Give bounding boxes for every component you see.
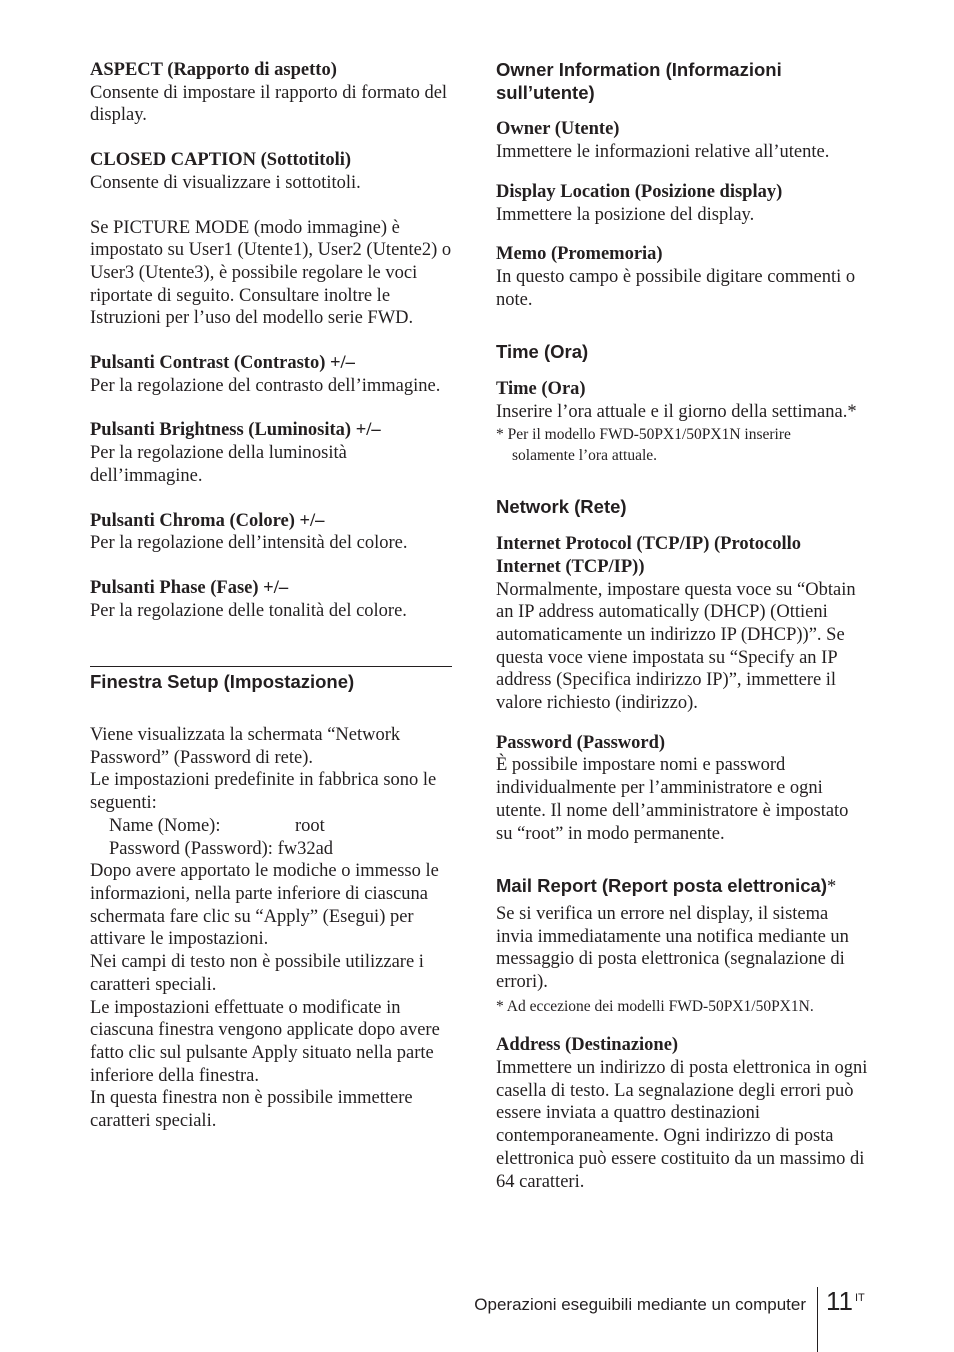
default-name-row	[90, 815, 452, 838]
owner-title: Owner (Utente)	[496, 119, 620, 140]
memo-title: Memo (Promemoria)	[496, 244, 663, 265]
footer-section-title: Operazioni eseguibili mediante un computer	[474, 1295, 806, 1314]
password-title: Password (Password)	[496, 732, 666, 753]
password-text: È possibile impostare nomi e password individualmente per l’amministratore e ogni utente. Il nome dell’amministratore è impostato su “root” in modo permanente.	[496, 755, 849, 844]
aspect-text: Consente di impostare il rapporto di formato del display.	[90, 82, 448, 126]
address-title: Address (Destinazione)	[496, 1035, 679, 1056]
section-divider	[90, 666, 452, 694]
phase-title: Pulsanti Phase (Fase) +/–	[90, 577, 289, 598]
mail-report-text: Se si verifica un errore nel display, il sistema invia immediatamente una notifica mediante un messaggio di posta elettronica (segnalazione di errori).	[496, 903, 849, 993]
setup-paragraph-5: Le impostazioni effettuate o modificate in ciascuna finestra vengono applicate dopo avere fatto clic sul pulsante Apply situato nella parte inferiore della finestra.	[90, 997, 440, 1086]
tcpip-text: Normalmente, impostare questa voce su “Obtain an IP address automatically (DHCP) (Ottieni automaticamente un indirizzo IP (DHCP))”. Se questa voce viene impostata su “Specify an IP address (Specifica indirizzo IP)”, immettere il valore richiesto (indirizzo).	[496, 579, 856, 714]
time-text: Inserire l’ora attuale e il giorno della settimana.*	[496, 401, 857, 422]
page-number	[826, 1286, 865, 1317]
tcpip-title: Internet Protocol (TCP/IP) (Protocollo Internet (TCP/IP))	[496, 534, 801, 577]
password-value: fw32ad	[277, 838, 334, 859]
password-label: Password (Password):	[109, 838, 273, 859]
location-title: Display Location (Posizione display)	[496, 181, 783, 202]
closed-caption-text: Consente di visualizzare i sottotitoli.	[90, 172, 361, 193]
default-password-row	[90, 838, 452, 861]
network-heading: Network (Rete)	[496, 496, 627, 518]
time-footnote-line-1: * Per il modello FWD-50PX1/50PX1N inserire	[496, 426, 791, 444]
left-column	[90, 59, 452, 1133]
contrast-title: Pulsanti Contrast (Contrasto) +/–	[90, 353, 355, 374]
setup-paragraph-1: Viene visualizzata la schermata “Network Password” (Password di rete).	[90, 725, 401, 768]
time-footnote-line-2: solamente l’ora attuale.	[512, 446, 658, 464]
mail-report-heading-text: Mail Report (Report posta elettronica)	[496, 875, 827, 897]
chroma-title: Pulsanti Chroma (Colore) +/–	[90, 510, 325, 531]
language-code: IT	[855, 1292, 865, 1304]
setup-paragraph-6: In questa finestra non è possibile immettere caratteri speciali.	[90, 1088, 413, 1132]
setup-paragraph-2: Le impostazioni predefinite in fabbrica sono le seguenti:	[90, 770, 437, 814]
page-number-value: 11	[826, 1286, 853, 1316]
name-label: Name (Nome):	[109, 815, 221, 836]
phase-text: Per la regolazione delle tonalità del colore.	[90, 600, 407, 621]
owner-text: Immettere le informazioni relative all’utente.	[496, 142, 830, 163]
setup-paragraph-4: Nei campi di testo non è possibile utilizzare i caratteri speciali.	[90, 952, 424, 995]
brightness-text: Per la regolazione della luminosità dell’immagine.	[90, 443, 347, 486]
location-text: Immettere la posizione del display.	[496, 204, 755, 225]
name-value: root	[295, 815, 325, 836]
chroma-text: Per la regolazione dell’intensità del colore.	[90, 533, 408, 554]
mail-report-footnote: * Ad eccezione dei modelli FWD-50PX1/50PX1N.	[496, 997, 814, 1015]
time-heading: Time (Ora)	[496, 341, 589, 363]
picture-mode-text: Se PICTURE MODE (modo immagine) è impostato su User1 (Utente1), User2 (Utente2) o User3 (Utente3), è possibile regolare le voci riportate di seguito. Consultare inoltre le Istruzioni per l’uso del modello serie FWD.	[90, 217, 452, 329]
setup-paragraph-3: Dopo avere apportato le modiche o immesso le informazioni, nella parte inferiore di ciascuna schermata fare clic su “Apply” (Esegui) per attivare le impostazioni.	[90, 861, 439, 950]
brightness-title: Pulsanti Brightness (Luminosita) +/–	[90, 420, 381, 441]
address-text: Immettere un indirizzo di posta elettronica in ogni casella di testo. La segnalazione degli errori può essere inviata a quattro destinazioni contemporaneamente. Ogni indirizzo di posta elettronica può essere costituito da un massimo di 64 caratteri.	[496, 1058, 868, 1192]
footer-divider	[817, 1287, 818, 1352]
setup-heading: Finestra Setup (Impostazione)	[90, 671, 355, 693]
closed-caption-title: CLOSED CAPTION (Sottotitoli)	[90, 150, 352, 171]
mail-report-asterisk: *	[826, 877, 837, 898]
memo-text: In questo campo è possibile digitare commenti o note.	[496, 266, 856, 310]
time-footnote	[496, 425, 868, 466]
time-title: Time (Ora)	[496, 379, 586, 400]
owner-heading: Owner Information (Informazioni sull’utente)	[496, 59, 782, 103]
right-column	[496, 59, 868, 1193]
mail-report-heading	[496, 875, 868, 899]
aspect-title: ASPECT (Rapporto di aspetto)	[90, 60, 337, 80]
contrast-text: Per la regolazione del contrasto dell’immagine.	[90, 375, 441, 396]
